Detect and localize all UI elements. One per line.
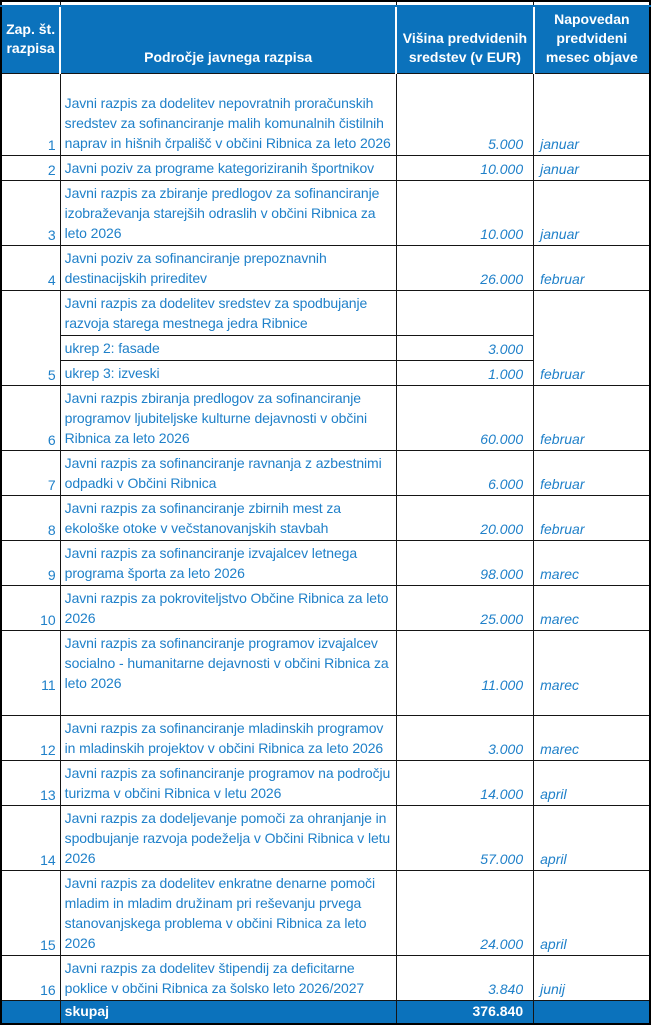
cell-desc: Javni razpis zbiranja predlogov za sofinanciranje programov ljubiteljske kulturne dejavnosti v občini Ribnica za leto 2026: [60, 386, 396, 451]
table-row: [1, 386, 650, 451]
cell-num: 9: [1, 541, 60, 586]
table-row: [1, 761, 650, 806]
cell-month: april: [534, 871, 650, 956]
cell-amount: 5.000: [396, 74, 533, 156]
cell-desc: Javni razpis za sofinanciranje programov na področju turizma v občini Ribnica v letu 2026: [60, 761, 396, 806]
cell-desc: Javni razpis za sofinanciranje mladinskih programov in mladinskih projektov v občini Ribnica za leto 2026: [60, 716, 396, 761]
cell-num: 13: [1, 761, 60, 806]
cell-amount: 60.000: [396, 386, 533, 451]
cell-desc: Javni razpis za sofinanciranje programov izvajalcev socialno - humanitarne dejavnosti v občini Ribnica za leto 2026: [60, 631, 396, 716]
cell-desc: Javni razpis za pokroviteljstvo Občine Ribnica za leto 2026: [60, 586, 396, 631]
table-row: [1, 586, 650, 631]
cell-amount: 10.000: [396, 156, 533, 181]
table-row: [1, 181, 650, 246]
total-empty-cell: [1, 1001, 60, 1025]
cell-month: marec: [534, 631, 650, 716]
cell-amount: 3.840: [396, 956, 533, 1001]
header-visina: Višina predvidenih sredstev (v EUR): [396, 6, 533, 74]
table-row: [1, 451, 650, 496]
cell-desc: Javni poziv za sofinanciranje prepoznavnih destinacijskih prireditev: [60, 246, 396, 291]
cell-num: 12: [1, 716, 60, 761]
cell-amount: 57.000: [396, 806, 533, 871]
cell-month: junij: [534, 956, 650, 1001]
cell-month: januar: [534, 181, 650, 246]
cell-num: 6: [1, 386, 60, 451]
table-row: [1, 631, 650, 716]
cell-amount: 26.000: [396, 246, 533, 291]
cell-desc-sub: ukrep 3: izveski: [60, 361, 396, 386]
cell-amount: 25.000: [396, 586, 533, 631]
cell-num: 3: [1, 181, 60, 246]
cell-month: marec: [534, 586, 650, 631]
cell-month: januar: [534, 74, 650, 156]
cell-num: 10: [1, 586, 60, 631]
cell-month: februar: [534, 496, 650, 541]
table-row: [1, 246, 650, 291]
total-label: skupaj: [60, 1001, 396, 1025]
cell-desc: Javni poziv za programe kategoriziranih športnikov: [60, 156, 396, 181]
cell-num: 7: [1, 451, 60, 496]
table-row: [1, 806, 650, 871]
cell-month: februar: [534, 291, 650, 386]
cell-num: 16: [1, 956, 60, 1001]
header-mesec: Napovedan predvideni mesec objave: [534, 6, 650, 74]
cell-num: 2: [1, 156, 60, 181]
cell-month: januar: [534, 156, 650, 181]
header-zap-st: Zap. št. razpisa: [1, 6, 60, 74]
cell-num: 1: [1, 74, 60, 156]
total-empty-cell: [534, 1001, 650, 1025]
cell-amount: 14.000: [396, 761, 533, 806]
cell-month: februar: [534, 246, 650, 291]
table-header-row: [1, 6, 650, 74]
cell-amount-empty: [396, 291, 533, 336]
cell-amount: 3.000: [396, 336, 533, 361]
cell-desc: Javni razpis za sofinanciranje zbirnih mest za ekološke otoke v večstanovanjskih stavbah: [60, 496, 396, 541]
cell-desc: Javni razpis za dodelitev enkratne denarne pomoči mladim in mladim družinam pri reševanju prvega stanovanjskega problema v občini Ribnica za leto 2026: [60, 871, 396, 956]
total-row: [1, 1001, 650, 1025]
cell-amount: 6.000: [396, 451, 533, 496]
cell-desc: Javni razpis za dodelitev nepovratnih proračunskih sredstev za sofinanciranje malih komunalnih čistilnih naprav in hišnih črpališč v občini Ribnica za leto 2026: [60, 74, 396, 156]
cell-num: 11: [1, 631, 60, 716]
table-row: [1, 716, 650, 761]
cell-month: april: [534, 761, 650, 806]
cell-amount: 10.000: [396, 181, 533, 246]
cell-month: april: [534, 806, 650, 871]
cell-amount: 98.000: [396, 541, 533, 586]
cell-desc-title: Javni razpis za dodelitev sredstev za spodbujanje razvoja starega mestnega jedra Ribnice: [60, 291, 396, 336]
cell-amount: 11.000: [396, 631, 533, 716]
table-row: [1, 871, 650, 956]
table-row-merged: [1, 291, 650, 336]
cell-num: 14: [1, 806, 60, 871]
cell-num: 15: [1, 871, 60, 956]
table-row: [1, 156, 650, 181]
cell-amount: 20.000: [396, 496, 533, 541]
table-row: [1, 74, 650, 156]
cell-month: februar: [534, 451, 650, 496]
cell-num: 5: [1, 291, 60, 386]
cell-num: 4: [1, 246, 60, 291]
cell-num: 8: [1, 496, 60, 541]
cell-desc: Javni razpis za dodelitev štipendij za deficitarne poklice v občini Ribnica za šolsko leto 2026/2027: [60, 956, 396, 1001]
table-row: [1, 541, 650, 586]
cell-desc: Javni razpis za dodeljevanje pomoči za ohranjanje in spodbujanje razvoja podeželja v Občini Ribnica v letu 2026: [60, 806, 396, 871]
table-row: [1, 496, 650, 541]
total-value: 376.840: [396, 1001, 533, 1025]
cell-month: marec: [534, 541, 650, 586]
cell-desc-sub: ukrep 2: fasade: [60, 336, 396, 361]
cell-amount: 3.000: [396, 716, 533, 761]
cell-amount: 24.000: [396, 871, 533, 956]
cell-desc: Javni razpis za sofinanciranje ravnanja z azbestnimi odpadki v Občini Ribnica: [60, 451, 396, 496]
header-podrocje: Področje javnega razpisa: [60, 6, 396, 74]
table-row: [1, 956, 650, 1001]
cell-month: februar: [534, 386, 650, 451]
cell-amount: 1.000: [396, 361, 533, 386]
cell-desc: Javni razpis za zbiranje predlogov za sofinanciranje izobraževanja starejših odraslih v občini Ribnica za leto 2026: [60, 181, 396, 246]
cell-desc: Javni razpis za sofinanciranje izvajalcev letnega programa športa za leto 2026: [60, 541, 396, 586]
cell-month: marec: [534, 716, 650, 761]
